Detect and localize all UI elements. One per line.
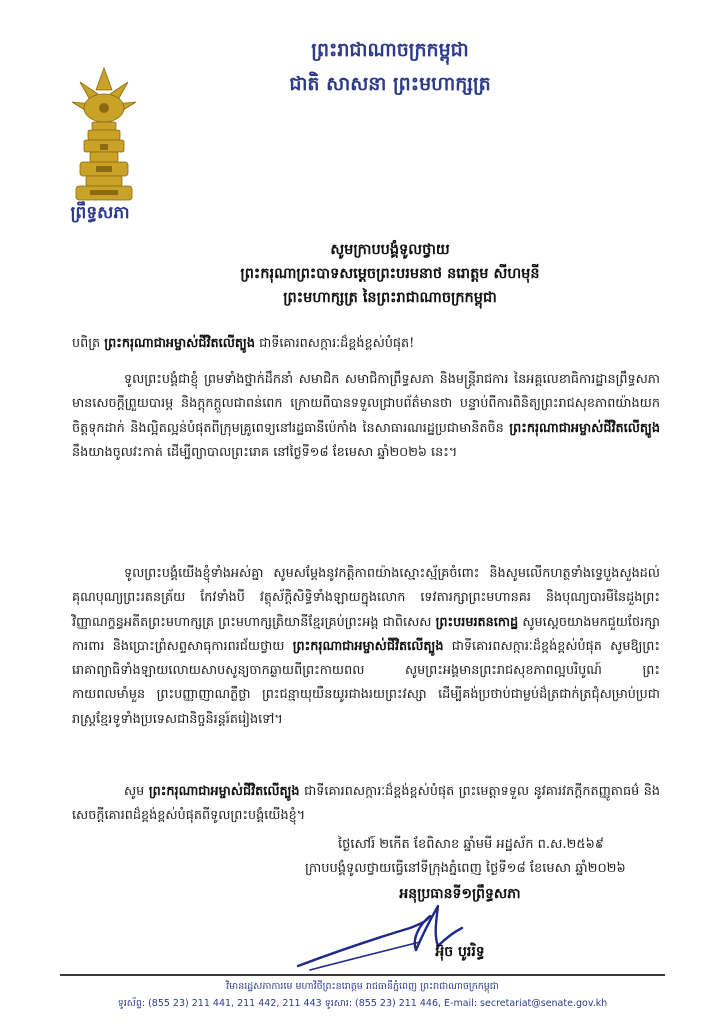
addressee-line-2: ព្រះករុណាព្រះបាទសម្តេចព្រះបរមនាថ នរោត្តម សីហមុនី — [240, 265, 540, 282]
paragraph-4 — [72, 780, 660, 829]
handwritten-signature-icon — [290, 896, 470, 986]
salutation-suffix: ជាទីគោរពសក្ការៈដ៏ខ្ពង់ខ្ពស់បំផុត! — [259, 336, 415, 351]
paragraph-2 — [72, 368, 660, 465]
addressee-line-1: សូមក្រាបបង្គំទូលថ្វាយ — [330, 241, 450, 258]
salutation-prefix: បពិត្រ — [72, 336, 101, 351]
signatory-title: អនុប្រធានទី១ព្រឹទ្ធសភា — [399, 886, 521, 902]
royal-title: ព្រះករុណាជាអម្ចាស់ជីវិតលើត្បូង — [148, 784, 300, 799]
paragraph-3 — [72, 562, 660, 732]
place-and-date: ក្រាបបង្គំទូលថ្វាយធ្វើនៅទីក្រុងភ្នំពេញ ថ្ងៃទី១៨ ខែមេសា ឆ្នាំ២០២៦ — [305, 861, 626, 876]
national-motto: ជាតិ សាសនា ព្រះមហាក្សត្រ — [289, 73, 491, 95]
senate-emblem-icon — [70, 64, 138, 214]
addressee-line-3: ព្រះមហាក្សត្រ នៃព្រះរាជាណាចក្រកម្ពុជា — [283, 289, 497, 306]
salutation — [72, 332, 660, 356]
paragraph-3-text-b: សូមស្តេចយាងមកជួយថែរក្សាការពារ និងប្រោះព្រំសព្ទសាធុការពរជ័យថ្វាយ — [72, 614, 660, 654]
royal-title: ព្រះករុណាជាអម្ចាស់ជីវិតលើត្បូង — [509, 420, 660, 436]
paragraph-4-text-a: សូម — [124, 784, 145, 799]
signatory-name: អ៊ុច បូររិទ្ធ — [435, 944, 485, 960]
kingdom-title: ព្រះរាជាណាចក្រកម្ពុជា — [311, 39, 469, 61]
footer-divider — [60, 974, 665, 976]
paragraph-3-text-c: ជាទីគោរពសក្ការៈដ៏ខ្ពង់ខ្ពស់បំផុត សូមឱ្យព្រះរោគាព្យាធិទាំងឡាយលោយសាបសូន្យចាកឆ្ងាយពីព្រះកាយពល សូមព្រះអង្គមានព្រះរាជសុខភាពល្អបរិបូណ៍ ព្រះកាយពលមាំមួន ព្រះបញ្ញាញាណភ្លឺថ្លា ព្រះជន្មាយុយឺនយូរជាងរយព្រះវស្សា ដើម្បីគង់ប្រថាប់ជាម្លប់ដ៏ត្រជាក់ត្រជុំសម្រាប់ប្រជារាស្ត្រខ្មែរទូទាំងប្រទេសជានិច្ចនិរន្តរ៍តរៀងទៅ។ — [72, 638, 660, 727]
royal-title: ព្រះករុណាជាអម្ចាស់ជីវិតលើត្បូង — [292, 638, 444, 654]
footer-contact: ទូរស័ព្ទ: (855 23) 211 441, 211 442, 211 443 ទូរសារ: (855 23) 211 446, E-mail: secretariat@senate.gov.kh — [117, 998, 608, 1009]
institution-name: ព្រឹទ្ធសភា — [70, 203, 130, 223]
paragraph-2-text-a: ទូលព្រះបង្គំជាខ្ញុំ ព្រមទាំងថ្នាក់ដឹកនាំ សមាជិក សមាជិកាព្រឹទ្ធសភា និងមន្ត្រីរាជការ នៃអគ្គលេខាធិការដ្ឋានព្រឹទ្ធសភា មានសេចក្តីព្រួយបារម្ភ និងក្តុកក្តួលជាពន់ពេក ក្រោយពីបានទទួលជ្រាបព័ត៌មានថា បន្ទាប់ពីការពិនិត្យព្រះរាជសុខភាពយ៉ាងយកចិត្តទុកដាក់ និងល្អិតល្អន់បំផុតពីក្រុមគ្រូពេទ្យនៅរដ្ឋធានីប៉េកាំង នៃសាធារណរដ្ឋប្រជាមានិតចិន — [72, 372, 660, 436]
royal-title: ព្រះករុណាជាអម្ចាស់ជីវិតលើត្បូង — [104, 336, 255, 351]
lunar-date: ថ្ងៃសៅរ៍ ២កើត ខែពិសាខ ឆ្នាំមមី អដ្ឋស័ក ព.ស.២៥៦៩ — [338, 837, 605, 852]
addressee-block — [150, 238, 630, 310]
paragraph-2-text-b: នឹងយាងចូលវះកាត់ ដើម្បីព្យាបាលព្រះរោគ នៅថ្ងៃទី១៨ ខែមេសា ឆ្នាំ២០២៦ នេះ។ — [72, 444, 458, 460]
royal-urn-title: ព្រះបរមរតនកោដ្ឋ — [435, 614, 519, 630]
paragraph-3-text-a: ទូលព្រះបង្គំយើងខ្ញុំទាំងអស់គ្នា សូមសម្តែងនូវកត្តិកាពយ៉ាងស្មោះស្ម័គ្រចំពោះ និងសូមលើកហត្ថទាំងទ្វេបួងសួងដល់គុណបុណ្យព្រះរតនត្រ័យ កែវទាំងបី វត្ថុស័ក្តិសិទ្ធិទាំងឡាយក្នុងលោក ទេវតារក្សាព្រះមហានគរ និងបុណ្យបារមីនៃដួងព្រះវិញ្ញាណក្ខន្ធអតីតព្រះមហាក្សត្រ ព្រះមហាក្សត្រិយានីខ្មែរគ្រប់ព្រះអង្គ ជាពិសេស — [72, 566, 660, 630]
paragraph-4-text-b: ជាទីគោរពសក្ការៈដ៏ខ្ពង់ខ្ពស់បំផុត ព្រះមេត្តាទទួល នូវគារវភក្តីកតញ្ញូតាធម៌ និងសេចក្តីគោរពដ៏ខ្ពង់ខ្ពស់បំផុតពីទូលព្រះបង្គំយើងខ្ញុំ។ — [72, 784, 660, 824]
footer-address: វិមានរដ្ឋសភាការមេ មហាវិថីព្រះនរោត្តម រាជធានីភ្នំពេញ ព្រះរាជាណាចក្រកម្ពុជា — [226, 981, 499, 992]
